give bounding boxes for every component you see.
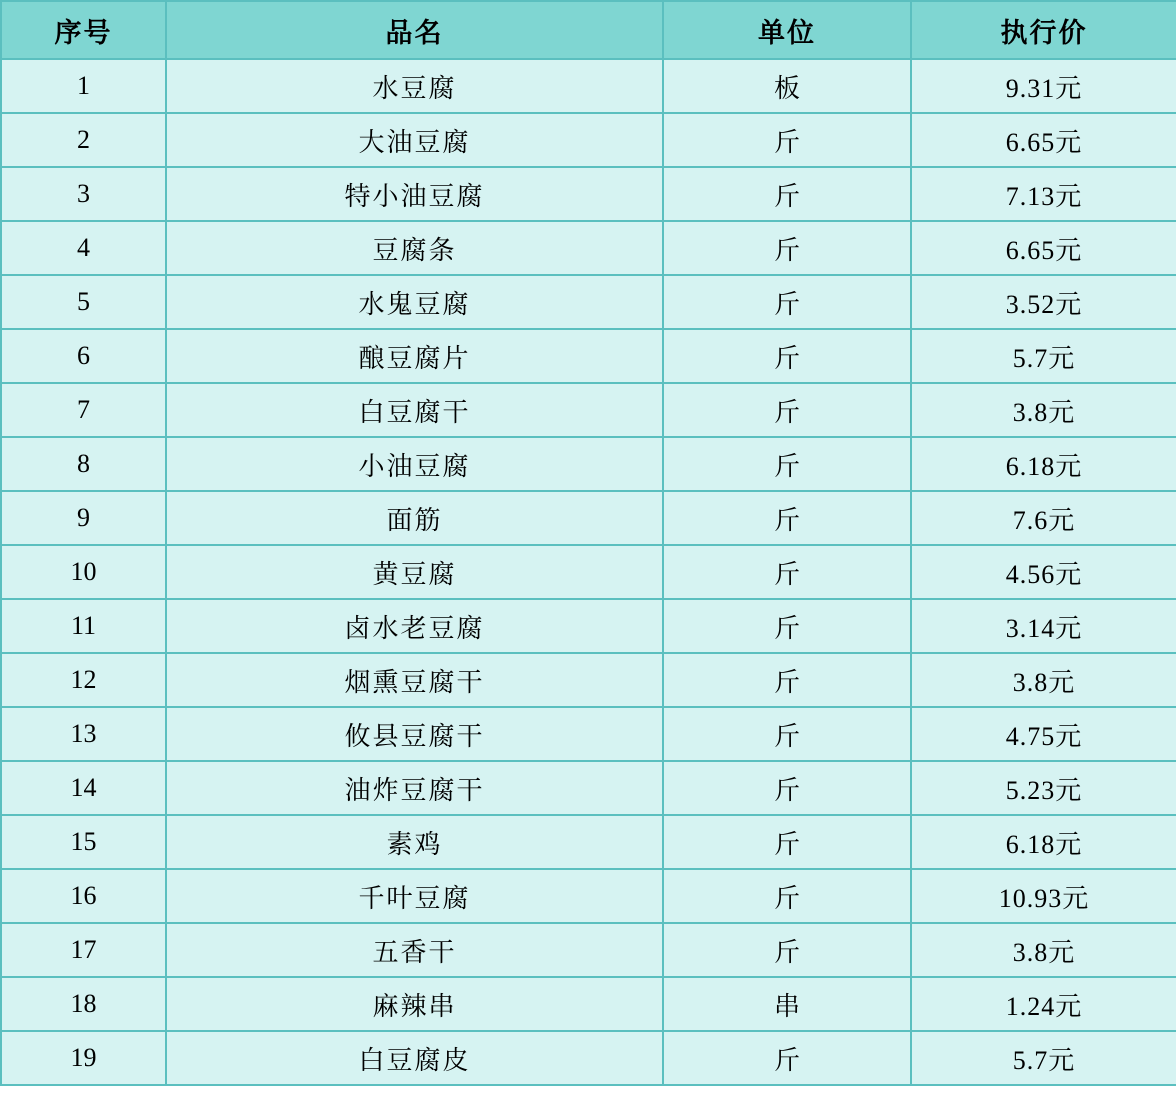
cell-unit: 斤: [663, 1031, 911, 1085]
table-row: [1, 869, 1176, 923]
table-header: [1, 1, 1176, 59]
table-row: [1, 923, 1176, 977]
cell-unit: 斤: [663, 599, 911, 653]
table-row: [1, 329, 1176, 383]
table-row: [1, 599, 1176, 653]
cell-name: 麻辣串: [166, 977, 663, 1031]
cell-unit: 斤: [663, 653, 911, 707]
table-row: [1, 167, 1176, 221]
cell-price: 4.56元: [911, 545, 1176, 599]
cell-unit: 斤: [663, 545, 911, 599]
cell-unit: 斤: [663, 761, 911, 815]
cell-price: 3.52元: [911, 275, 1176, 329]
table-row: [1, 59, 1176, 113]
table-row: [1, 437, 1176, 491]
cell-unit: 斤: [663, 815, 911, 869]
cell-index: 7: [1, 383, 166, 437]
cell-price: 9.31元: [911, 59, 1176, 113]
cell-price: 7.13元: [911, 167, 1176, 221]
column-header-index: 序号: [1, 1, 166, 59]
cell-unit: 斤: [663, 707, 911, 761]
table-row: [1, 653, 1176, 707]
cell-index: 18: [1, 977, 166, 1031]
cell-name: 特小油豆腐: [166, 167, 663, 221]
cell-unit: 斤: [663, 113, 911, 167]
cell-unit: 斤: [663, 221, 911, 275]
cell-index: 5: [1, 275, 166, 329]
cell-price: 6.65元: [911, 221, 1176, 275]
cell-name: 小油豆腐: [166, 437, 663, 491]
column-header-unit: 单位: [663, 1, 911, 59]
cell-name: 豆腐条: [166, 221, 663, 275]
cell-price: 4.75元: [911, 707, 1176, 761]
cell-price: 1.24元: [911, 977, 1176, 1031]
cell-price: 3.8元: [911, 653, 1176, 707]
cell-unit: 斤: [663, 869, 911, 923]
cell-unit: 串: [663, 977, 911, 1031]
cell-price: 5.7元: [911, 1031, 1176, 1085]
cell-index: 1: [1, 59, 166, 113]
cell-name: 千叶豆腐: [166, 869, 663, 923]
column-header-price: 执行价: [911, 1, 1176, 59]
cell-price: 5.7元: [911, 329, 1176, 383]
cell-index: 16: [1, 869, 166, 923]
cell-unit: 斤: [663, 923, 911, 977]
cell-index: 17: [1, 923, 166, 977]
cell-unit: 斤: [663, 491, 911, 545]
cell-price: 3.8元: [911, 923, 1176, 977]
cell-price: 10.93元: [911, 869, 1176, 923]
cell-index: 3: [1, 167, 166, 221]
table-row: [1, 977, 1176, 1031]
table-row: [1, 383, 1176, 437]
cell-name: 白豆腐干: [166, 383, 663, 437]
table-header-row: [1, 1, 1176, 59]
cell-price: 3.8元: [911, 383, 1176, 437]
cell-index: 15: [1, 815, 166, 869]
cell-index: 4: [1, 221, 166, 275]
cell-name: 攸县豆腐干: [166, 707, 663, 761]
cell-name: 水鬼豆腐: [166, 275, 663, 329]
cell-price: 6.18元: [911, 815, 1176, 869]
cell-name: 素鸡: [166, 815, 663, 869]
table-row: [1, 707, 1176, 761]
cell-price: 5.23元: [911, 761, 1176, 815]
cell-unit: 板: [663, 59, 911, 113]
cell-name: 黄豆腐: [166, 545, 663, 599]
cell-name: 烟熏豆腐干: [166, 653, 663, 707]
cell-index: 9: [1, 491, 166, 545]
cell-price: 6.65元: [911, 113, 1176, 167]
cell-index: 14: [1, 761, 166, 815]
cell-index: 2: [1, 113, 166, 167]
cell-index: 6: [1, 329, 166, 383]
cell-price: 6.18元: [911, 437, 1176, 491]
cell-unit: 斤: [663, 437, 911, 491]
table-row: [1, 275, 1176, 329]
cell-index: 8: [1, 437, 166, 491]
cell-name: 油炸豆腐干: [166, 761, 663, 815]
table-row: [1, 815, 1176, 869]
table-row: [1, 491, 1176, 545]
cell-index: 10: [1, 545, 166, 599]
cell-index: 12: [1, 653, 166, 707]
table-body: [1, 59, 1176, 1085]
cell-unit: 斤: [663, 329, 911, 383]
cell-index: 19: [1, 1031, 166, 1085]
cell-price: 3.14元: [911, 599, 1176, 653]
cell-name: 白豆腐皮: [166, 1031, 663, 1085]
column-header-name: 品名: [166, 1, 663, 59]
cell-unit: 斤: [663, 167, 911, 221]
cell-index: 11: [1, 599, 166, 653]
table-row: [1, 545, 1176, 599]
cell-name: 酿豆腐片: [166, 329, 663, 383]
cell-unit: 斤: [663, 275, 911, 329]
cell-name: 面筋: [166, 491, 663, 545]
cell-name: 五香干: [166, 923, 663, 977]
table-row: [1, 113, 1176, 167]
table-row: [1, 221, 1176, 275]
cell-price: 7.6元: [911, 491, 1176, 545]
cell-name: 大油豆腐: [166, 113, 663, 167]
cell-unit: 斤: [663, 383, 911, 437]
table-row: [1, 761, 1176, 815]
cell-name: 卤水老豆腐: [166, 599, 663, 653]
table-row: [1, 1031, 1176, 1085]
cell-name: 水豆腐: [166, 59, 663, 113]
cell-index: 13: [1, 707, 166, 761]
